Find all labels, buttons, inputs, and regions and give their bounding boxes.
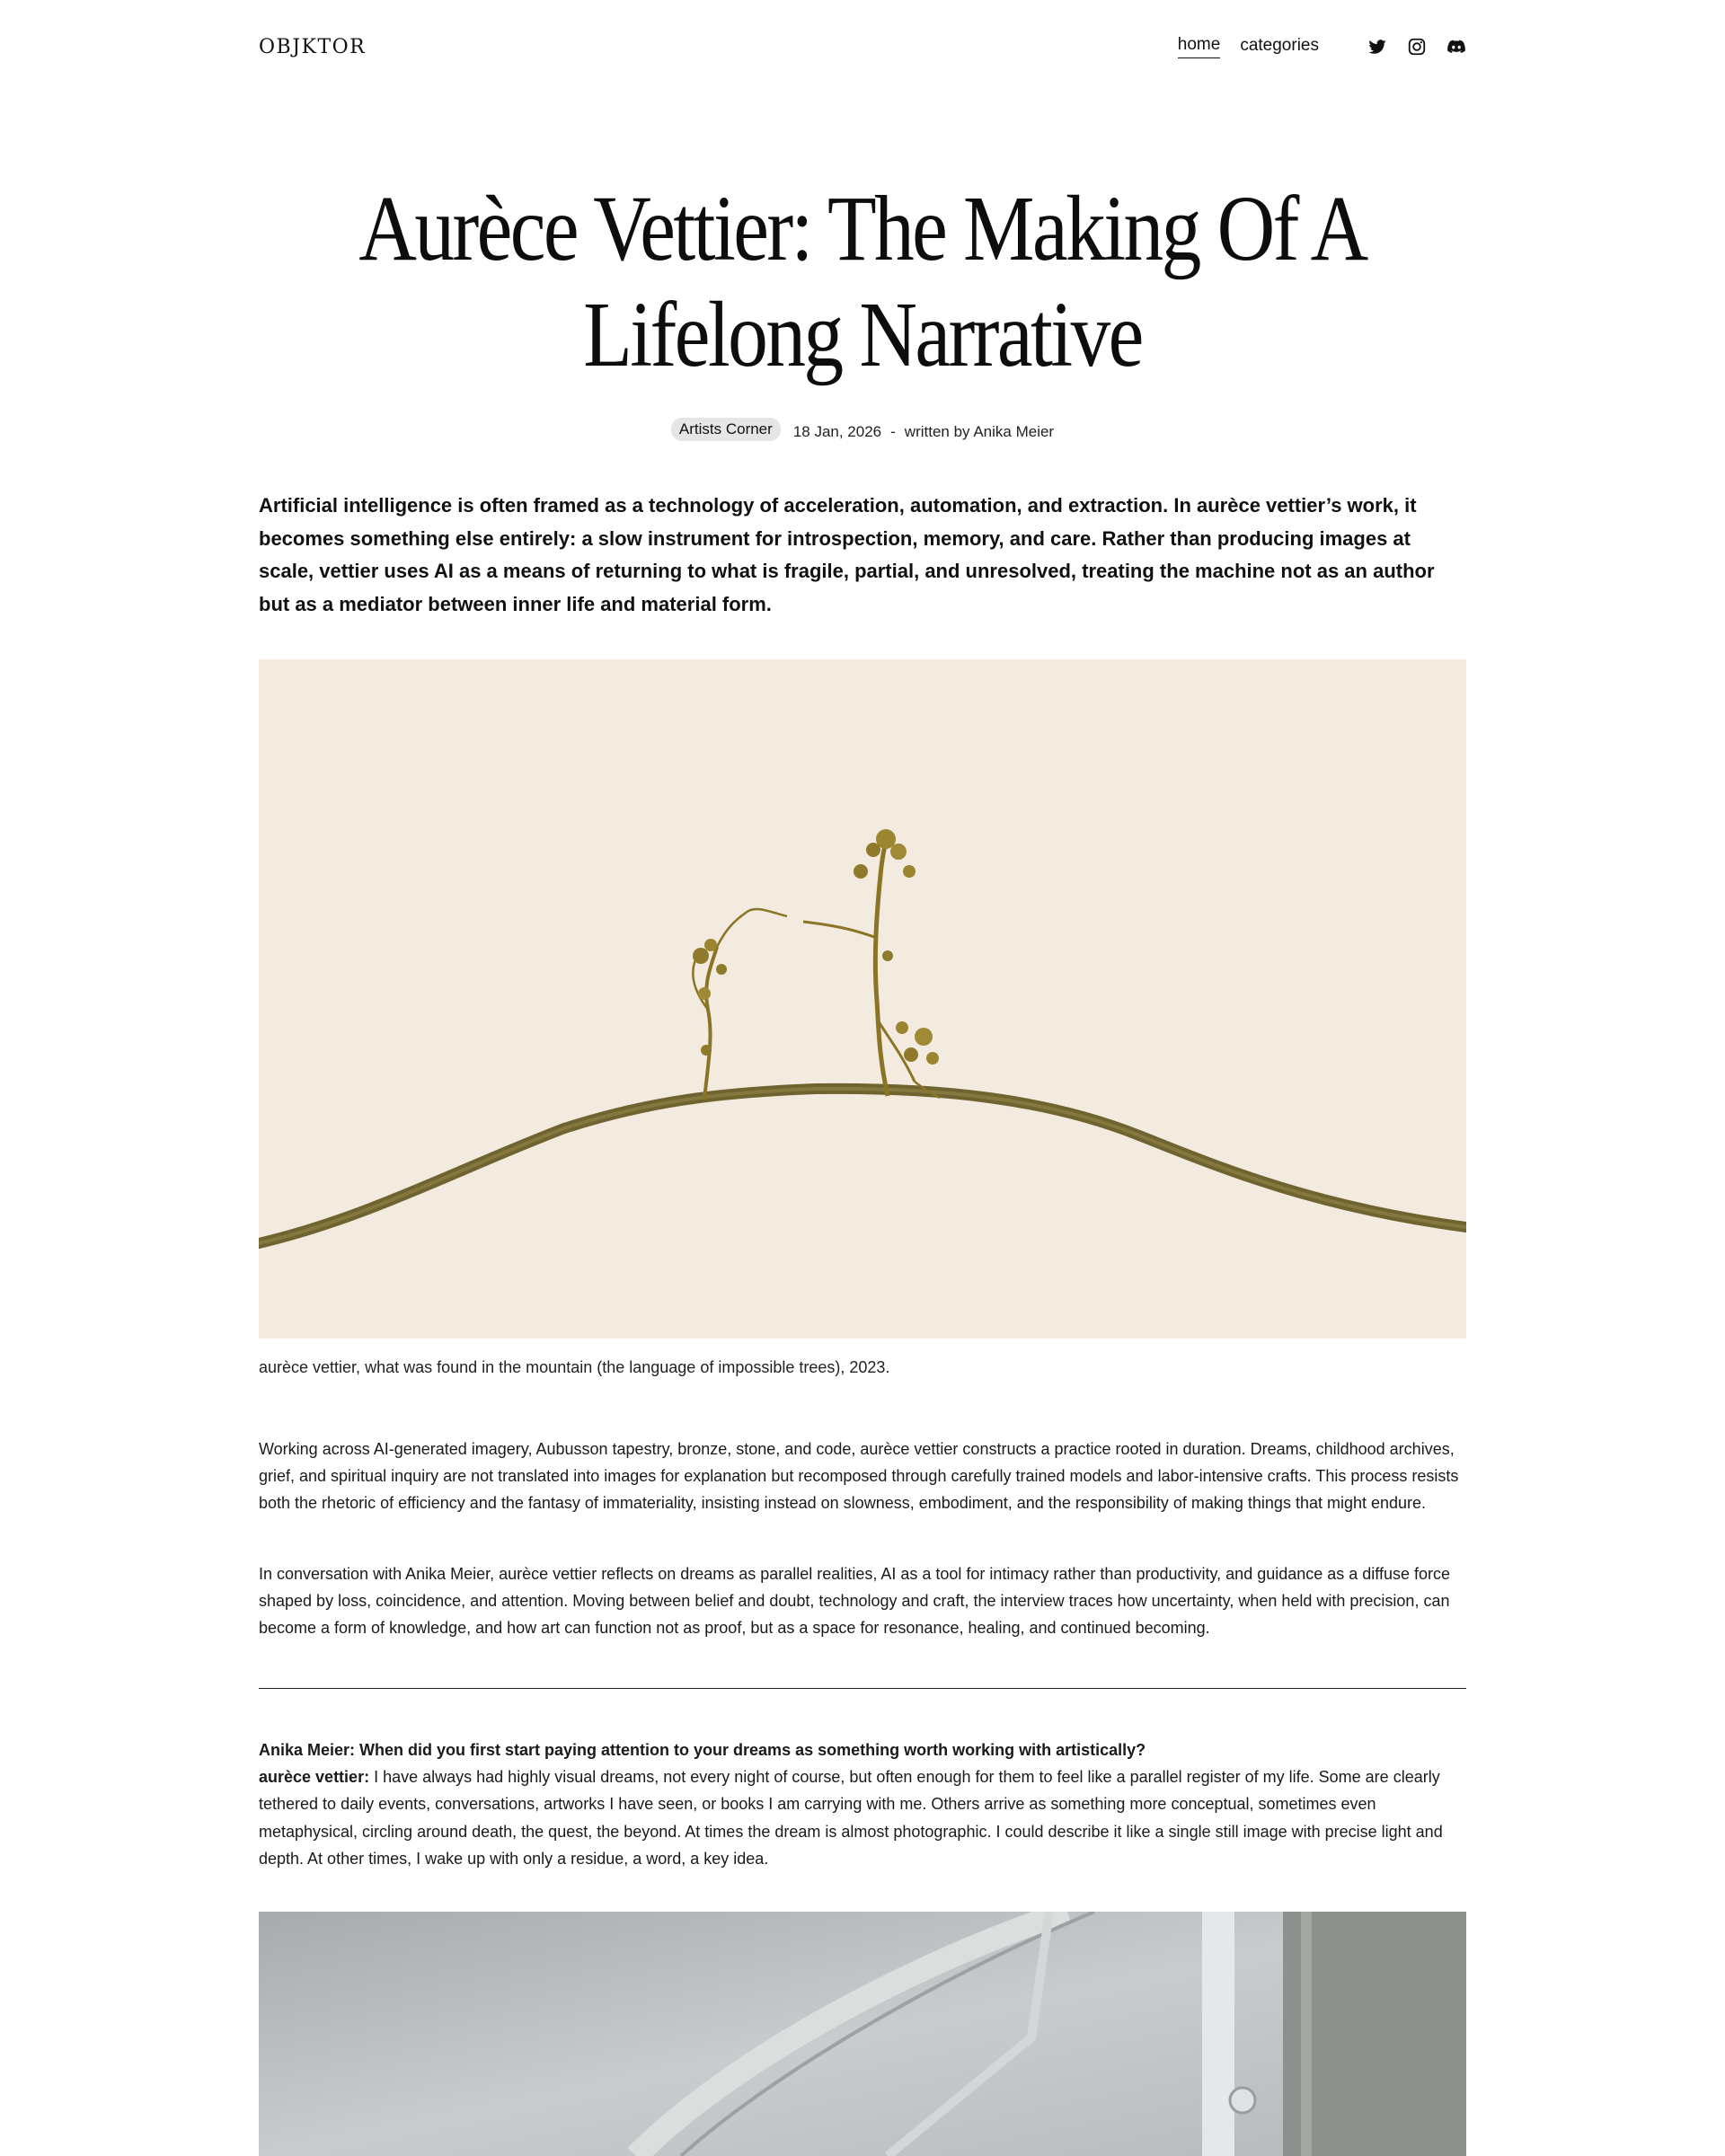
publish-date: 18 Jan, 2026 — [792, 423, 882, 440]
main-nav — [1158, 35, 1466, 58]
article-meta — [259, 420, 1466, 444]
meta-separator: - — [890, 423, 896, 440]
author-line: written by Anika Meier — [904, 423, 1055, 440]
body-paragraph: In conversation with Anika Meier, aurèce vettier reflects on dreams as parallel realities, AI as a tool for intimacy rather than productivity, and guidance as a diffuse force shaped by loss, coincidence, and attention. Moving between belief and doubt, technology and craft, the interview traces how uncertainty, when held with precision, can become a form of knowledge, and how art can function not as proof, but as a space for resonance, healing, and continued becoming. — [259, 1565, 1451, 1638]
body-paragraph: Working across AI-generated imagery, Aubusson tapestry, bronze, stone, and code, aurèce vettier constructs a practice rooted in duration. Dreams, childhood archives, grief, and spiritual inquiry are not translated into images for explanation but recomposed through carefully trained models and labor-intensive crafts. This process resists both the rhetoric of efficiency and the fantasy of immateriality, insisting instead on slowness, embodiment, and the responsibility of making things that might endure. — [259, 1440, 1459, 1513]
site-logo[interactable]: OBJKTOR — [259, 35, 367, 58]
artwork-image-impossible-trees — [259, 659, 1466, 1339]
article-title: Aurèce Vettier: The Making Of A Lifelong Narrative — [358, 177, 1367, 386]
nav-home-link[interactable]: home — [1178, 35, 1221, 58]
plant-on-branch-illustration — [259, 659, 1466, 1339]
social-links — [1348, 37, 1466, 57]
figure-caption: aurèce vettier, what was found in the mountain (the language of impossible trees), 2023. — [259, 1358, 890, 1376]
category-badge[interactable]: Artists Corner — [671, 418, 781, 441]
section-divider — [259, 1688, 1466, 1689]
instagram-icon[interactable] — [1407, 37, 1427, 57]
ceiling-photo-illustration — [259, 1912, 1466, 2156]
site-header — [259, 27, 1466, 66]
discord-icon[interactable] — [1446, 37, 1466, 57]
interview-question: Anika Meier: When did you first start paying attention to your dreams as something worth working with artistically? — [259, 1741, 1146, 1759]
article-lede: Artificial intelligence is often framed as a technology of acceleration, automation, and extraction. In aurèce vettier’s work, it becomes something else entirely: a slow instrument for introspection, memory, and care. Rather than producing images at scale, vettier uses AI as a means of returning to what is fragile, partial, and unresolved, treating the machine not as an author but as a mediator between inner life and material form. — [259, 494, 1435, 615]
interview-answer: I have always had highly visual dreams, not every night of course, but often enough for them to feel like a parallel register of my life. Some are clearly tethered to daily events, conversations, artworks I have seen, or books I am carrying with me. Others arrive as something more conceptual, sometimes even metaphysical, circling around death, the quest, the beyond. At times the dream is almost photographic. I could describe it like a single still image with precise light and depth. At other times, I wake up with only a residue, a word, a key idea. — [259, 1768, 1443, 1868]
interview-exchange — [259, 1736, 1466, 1872]
interview-speaker: aurèce vettier: — [259, 1768, 370, 1787]
nav-categories-link[interactable]: categories — [1240, 35, 1319, 55]
artwork-image-ceiling — [259, 1912, 1466, 2156]
twitter-icon[interactable] — [1367, 37, 1387, 57]
